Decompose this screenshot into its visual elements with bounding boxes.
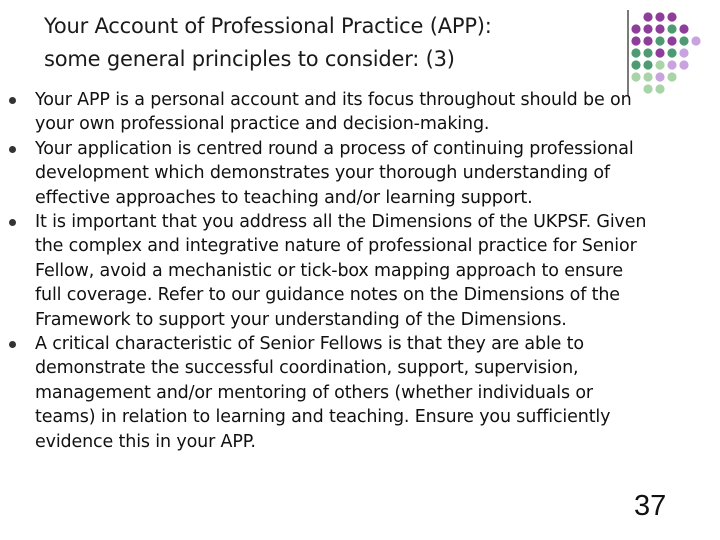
decor-dot: [643, 24, 652, 33]
bullet-line: Your APP is a personal account and its focus throughout should be on: [35, 90, 632, 110]
bullet-item: [0, 137, 710, 210]
bullet-dot-icon: [9, 341, 16, 348]
decor-dot: [667, 12, 676, 21]
decor-dot: [667, 72, 676, 81]
page-number: 37: [634, 490, 667, 522]
bullet-list: [0, 88, 720, 454]
bullet-dot-icon: [9, 146, 16, 153]
decor-dot: [643, 36, 652, 45]
bullet-line: A critical characteristic of Senior Fellows is that they are able to: [35, 334, 584, 355]
bullet-line: development which demonstrates your thorough understanding of: [35, 163, 610, 184]
decor-dot: [631, 36, 640, 45]
decor-dot: [631, 48, 640, 57]
slide-title-line-2: some general principles to consider: (3): [44, 47, 455, 71]
decor-dot: [655, 36, 664, 45]
bullet-dot-icon: [9, 219, 16, 226]
bullet-line: full coverage. Refer to our guidance notes on the Dimensions of the: [35, 285, 620, 306]
decor-dot: [655, 24, 664, 33]
decor-dot: [667, 60, 676, 69]
slide-title: [44, 10, 604, 76]
bullet-line: Fellow, avoid a mechanistic or tick-box mapping approach to ensure: [35, 260, 623, 281]
bullet-line: the complex and integrative nature of professional practice for Senior: [35, 236, 637, 257]
decor-dot: [679, 36, 688, 45]
decor-dot: [667, 48, 676, 57]
slide-title-line-1: Your Account of Professional Practice (APP):: [44, 14, 492, 38]
bullet-line: demonstrate the successful coordination, support, supervision,: [35, 358, 579, 379]
bullet-line: management and/or mentoring of others (whether individuals or: [35, 382, 593, 403]
decor-dot: [655, 48, 664, 57]
bullet-line: teams) in relation to learning and teaching. Ensure you sufficiently: [35, 407, 611, 428]
bullet-dot-icon: [9, 97, 16, 104]
decor-dot: [667, 24, 676, 33]
bullet-line: Your application is centred round a process of continuing professional: [35, 138, 634, 159]
bullet-line: evidence this in your APP.: [35, 431, 256, 452]
decor-dot: [655, 72, 664, 81]
decor-dot: [655, 12, 664, 21]
bullet-item: [0, 332, 710, 454]
bullet-line: Framework to support your understanding of the Dimensions.: [35, 309, 567, 330]
decor-dot: [679, 48, 688, 57]
bullet-line: It is important that you address all the Dimensions of the UKPSF. Given: [35, 212, 647, 233]
decor-dot: [679, 24, 688, 33]
decor-dot: [691, 36, 700, 45]
bullet-line: effective approaches to teaching and/or learning support.: [35, 187, 533, 208]
bullet-item: [0, 210, 710, 332]
decor-dot: [643, 48, 652, 57]
decor-dot: [631, 72, 640, 81]
bullet-line: your own professional practice and decision-making.: [35, 114, 490, 135]
decor-dot: [655, 60, 664, 69]
decor-dot: [643, 60, 652, 69]
decor-dot: [631, 60, 640, 69]
decor-dot: [679, 60, 688, 69]
dot-grid-icon: [626, 10, 716, 95]
decor-dot: [631, 24, 640, 33]
decor-dot: [643, 12, 652, 21]
bullet-item: [0, 88, 710, 137]
decor-dot: [643, 72, 652, 81]
decor-dot: [667, 36, 676, 45]
